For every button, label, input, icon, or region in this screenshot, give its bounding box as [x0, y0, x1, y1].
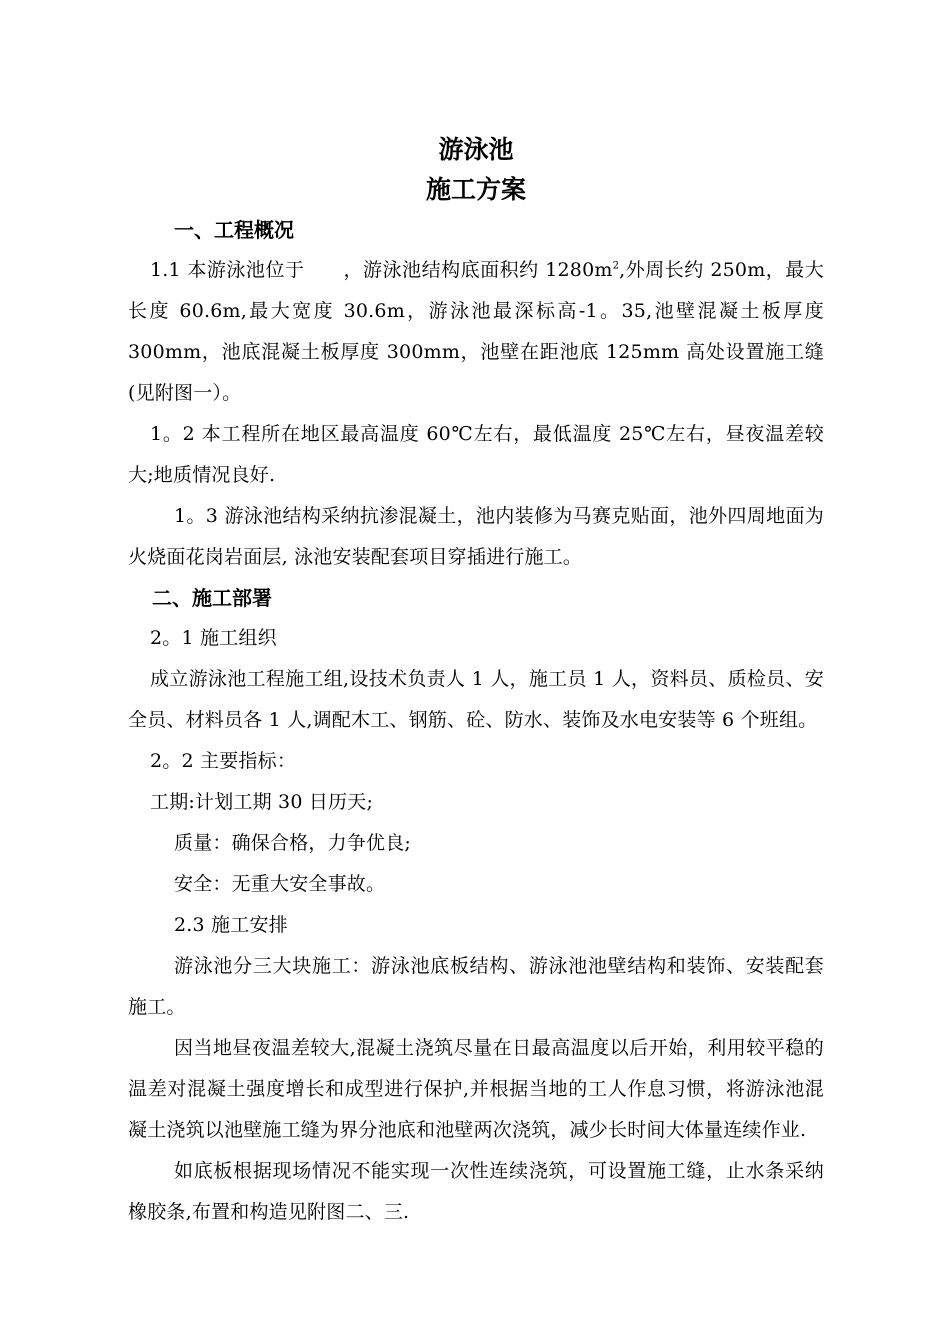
section-heading-deployment: 二、施工部署 — [152, 586, 272, 610]
document-title-line2: 施工方案 — [425, 175, 526, 204]
paragraph-1-2: 1。2 本工程所在地区最高温度 60℃左右，最低温度 25℃左右，昼夜温差较大;地质情况良好. — [128, 423, 824, 486]
document-page — [128, 130, 824, 1233]
paragraph-2-3-2: 因当地昼夜温差较大,混凝土浇筑尽量在日最高温度以后开始，利用较平稳的温差对混凝土强度增长和成型进行保护,并根据当地的工人作息习惯，将游泳池混凝土浇筑以池壁施工缝为界分池底和池壁两次浇筑，减少长时间大体量连续作业. — [128, 1037, 824, 1141]
section-heading-overview: 一、工程概况 — [174, 218, 294, 242]
paragraph-2-3-1: 游泳池分三大块施工：游泳池底板结构、游泳池池壁结构和装饰、安装配套施工。 — [128, 955, 824, 1018]
subheading-2-2: 2。2 主要指标： — [150, 750, 297, 772]
paragraph-2-3-3: 如底板根据现场情况不能实现一次性连续浇筑，可设置施工缝，止水条采纳橡胶条,布置和构造见附图二、三. — [128, 1160, 824, 1223]
paragraph-1-1-text-b: ,外周长约 250m，最大长度 60.6m,最大宽度 30.6m，游泳池最深标高-1。35,池壁混凝土板厚度 300mm，池底混凝土板厚度 300mm，池壁在距池底 125mm 高处设置施工缝(见附图一）。 — [128, 259, 824, 404]
area-unit-superscript: 2 — [612, 260, 620, 272]
paragraph-safety: 安全：无重大安全事故。 — [174, 873, 386, 895]
paragraph-1-1-text-a: 1.1 本游泳池位于 ，游泳池结构底面积约 1280m — [150, 259, 613, 281]
subheading-2-3: 2.3 施工安排 — [174, 914, 288, 936]
paragraph-1-3: 1。3 游泳池结构采纳抗渗混凝土，池内装修为马赛克贴面，池外四周地面为火烧面花岗岩面层, 泳池安装配套项目穿插进行施工。 — [128, 505, 824, 568]
document-title-line1: 游泳池 — [438, 135, 514, 164]
paragraph-1-1 — [128, 250, 824, 414]
paragraph-quality: 质量：确保合格，力争优良; — [174, 832, 412, 854]
paragraph-schedule: 工期:计划工期 30 日历天; — [150, 791, 374, 813]
paragraph-2-1: 成立游泳池工程施工组,设技术负责人 1 人，施工员 1 人，资料员、质检员、安全员、材料员各 1 人,调配木工、钢筋、砼、防水、装饰及水电安装等 6 个班组。 — [128, 668, 824, 731]
subheading-2-1: 2。1 施工组织 — [150, 627, 277, 649]
